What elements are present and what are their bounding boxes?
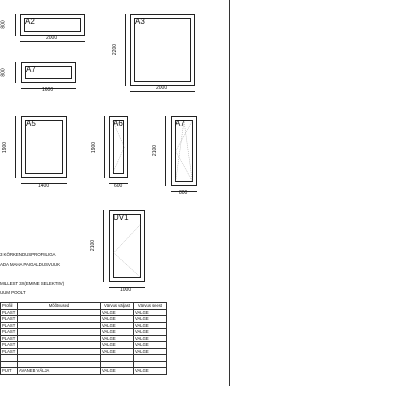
table-cell: PLAST — [1, 348, 18, 355]
table-cell: VALGE — [101, 348, 134, 355]
note-line-1: 3 KÕRKENDUSPROFIILIGA — [0, 252, 56, 257]
window-a6-label: A6 — [113, 119, 123, 128]
table-cell: VALGE — [101, 368, 134, 375]
dim-uv1-height — [103, 210, 104, 282]
dim-a5-height-text: 1900 — [2, 141, 9, 154]
window-a7-label: A7 — [175, 119, 185, 128]
dim-a2-width-text: 2000 — [46, 35, 58, 41]
table-cell: PLAST — [1, 335, 18, 342]
note-line-3: MILLEST 3X(EMINE SELEKTIIV) — [0, 281, 64, 286]
table-cell: VALGE — [134, 329, 167, 336]
dim-a2-height-text: 800 — [0, 20, 7, 29]
table-cell: PLAST — [1, 342, 18, 349]
window-a7-top — [21, 62, 76, 83]
dim-a5-height — [15, 116, 16, 178]
dim-uv1-width-text: 1000 — [120, 287, 132, 293]
dim-a7-top-width-text: 1600 — [42, 87, 54, 93]
table-row — [1, 368, 167, 375]
dim-a6-height — [104, 116, 105, 178]
dim-a3-height — [125, 14, 126, 86]
window-uv1-label: UV1 — [113, 213, 129, 222]
table-cell: VALGE — [101, 329, 134, 336]
table-cell: VALGE — [134, 348, 167, 355]
note-line-4: UUM POOLT — [0, 290, 26, 295]
table-cell: PLAST — [1, 309, 18, 316]
window-a7 — [171, 116, 197, 186]
table-cell: VALGE — [101, 342, 134, 349]
table-cell: PLAST — [1, 316, 18, 323]
table-cell: PLAST — [1, 329, 18, 336]
dim-a7-width-text: 800 — [179, 190, 188, 196]
table-cell: PLAST — [1, 322, 18, 329]
table-cell: VALGE — [134, 368, 167, 375]
window-uv1 — [109, 210, 145, 282]
dim-a7-height-text: 2100 — [152, 144, 159, 157]
header-dimensions: Mõõtvused — [18, 303, 101, 310]
dim-a7-height — [165, 116, 166, 186]
table-cell: VALGE — [101, 322, 134, 329]
window-a5-label: A5 — [26, 119, 36, 128]
table-cell: VALGE — [101, 309, 134, 316]
dim-a3-width — [130, 91, 195, 92]
page-edge-line — [229, 0, 230, 386]
dim-a2-width — [20, 41, 85, 42]
dim-a5-width-text: 1400 — [38, 183, 50, 189]
window-a3 — [130, 14, 195, 86]
dim-a2-height — [15, 14, 16, 36]
table-cell: PUIT — [1, 368, 18, 375]
table-cell: VALGE — [134, 342, 167, 349]
window-a6 — [109, 116, 128, 178]
table-cell: VALGE — [134, 335, 167, 342]
table-cell: VALGE — [101, 316, 134, 323]
note-line-2: ADA MAHA PAIGALDUSVUUK — [0, 262, 60, 267]
header-profile: Profiil — [1, 303, 18, 310]
spec-table — [0, 302, 167, 375]
header-color-out: Värvus väljast — [101, 303, 134, 310]
dim-a7-top-height-text: 800 — [0, 68, 7, 77]
window-a2 — [20, 14, 85, 36]
dim-a3-width-text: 2000 — [156, 85, 168, 91]
window-a2-label: A2 — [25, 17, 35, 26]
header-color-in: Värvus seest — [134, 303, 167, 310]
dim-a6-height-text: 1900 — [91, 141, 98, 154]
table-cell: VALGE — [134, 309, 167, 316]
table-cell: AVANEB VÄLJA — [18, 368, 101, 375]
dim-a6-width-text: 600 — [114, 183, 123, 189]
window-a7-top-label: A7 — [26, 65, 36, 74]
table-cell: VALGE — [134, 322, 167, 329]
table-cell: VALGE — [134, 316, 167, 323]
window-a5 — [21, 116, 67, 178]
dim-uv1-height-text: 2100 — [90, 239, 97, 252]
window-a3-label: A3 — [135, 17, 145, 26]
spec-table-body — [1, 309, 167, 374]
dim-a3-height-text: 2200 — [112, 43, 119, 56]
table-cell: VALGE — [101, 335, 134, 342]
dim-a7-top-height — [15, 62, 16, 83]
